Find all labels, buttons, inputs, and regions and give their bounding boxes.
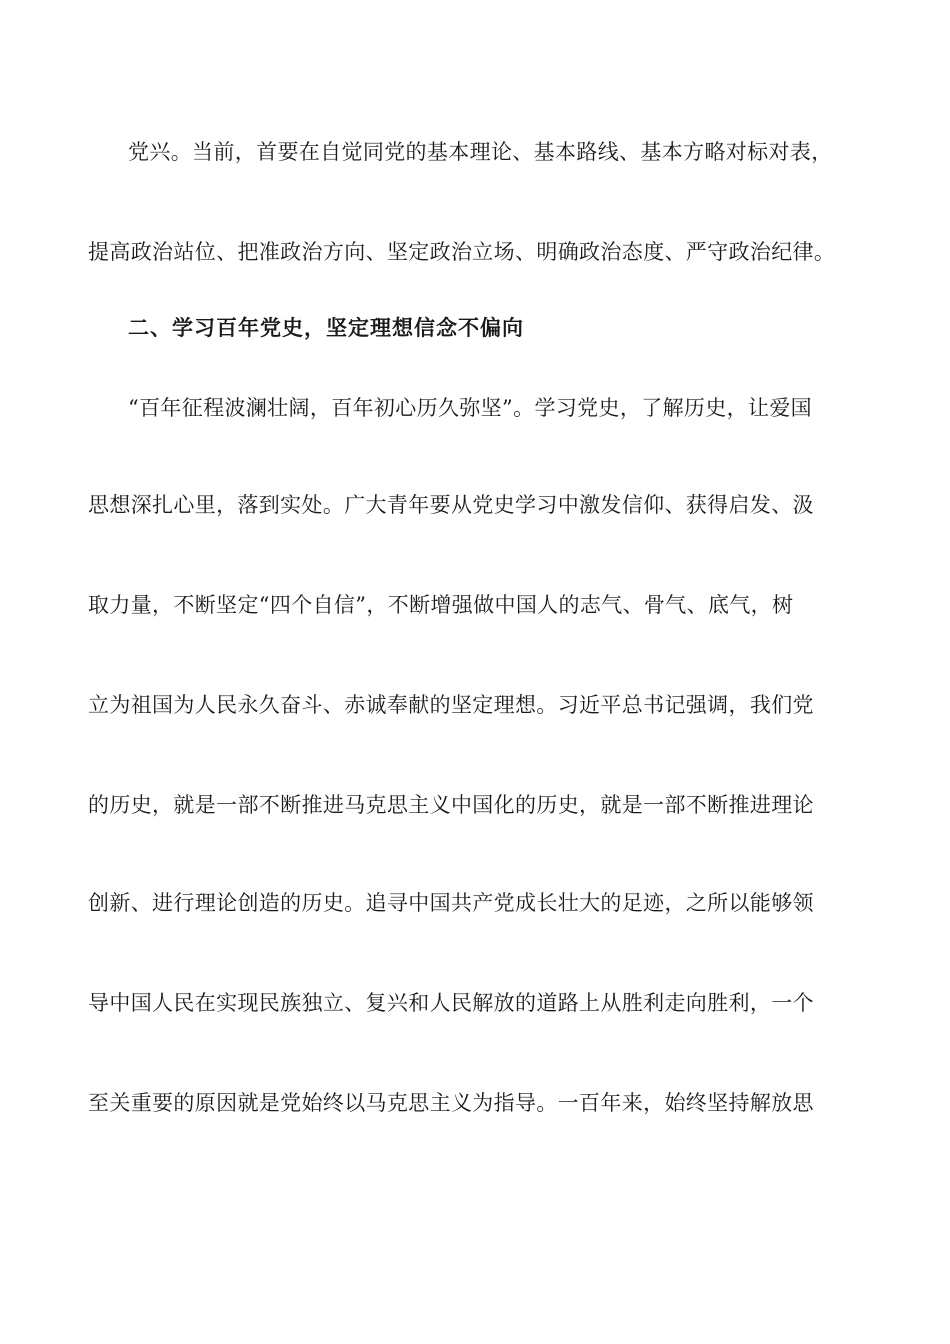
paragraph-line: 创新、进行理论创造的历史。追寻中国共产党成长壮大的足迹，之所以能够领 [88, 891, 814, 915]
paragraph-line: 提高政治站位、把准政治方向、坚定政治立场、明确政治态度、严守政治纪律。 [88, 240, 836, 264]
paragraph-line: 思想深扎心里，落到实处。广大青年要从党史学习中激发信仰、获得启发、汲 [88, 493, 814, 517]
paragraph-line: 立为祖国为人民永久奋斗、赤诚奉献的坚定理想。习近平总书记强调，我们党 [88, 693, 814, 717]
paragraph-line: “百年征程波澜壮阔，百年初心历久弥坚”。学习党史，了解历史，让爱国 [128, 396, 813, 420]
paragraph-line: 至关重要的原因就是党始终以马克思主义为指导。一百年来，始终坚持解放思 [88, 1091, 814, 1115]
paragraph-line: 的历史，就是一部不断推进马克思主义中国化的历史，就是一部不断推进理论 [88, 793, 814, 817]
paragraph-line: 党兴。当前，首要在自觉同党的基本理论、基本路线、基本方略对标对表， [128, 140, 833, 164]
paragraph-line: 取力量，不断坚定“四个自信”，不断增强做中国人的志气、骨气、底气，树 [88, 593, 794, 617]
paragraph-line: 导中国人民在实现民族独立、复兴和人民解放的道路上从胜利走向胜利，一个 [88, 991, 814, 1015]
section-heading: 二、学习百年党史，坚定理想信念不偏向 [128, 316, 524, 340]
